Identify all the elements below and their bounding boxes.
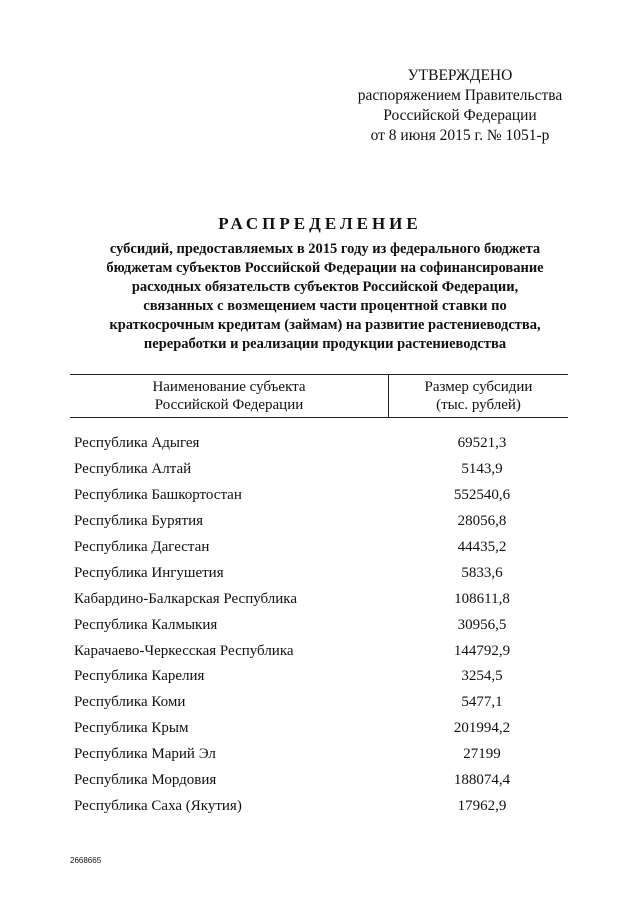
table-row: [70, 535, 568, 561]
subtitle-line: расходных обязательств субъектов Российской Федерации,: [131, 279, 519, 295]
region-name: Карачаево-Черкесская Республика: [74, 642, 294, 659]
document-title: РАСПРЕДЕЛЕНИЕ: [218, 214, 422, 233]
region-name: Республика Коми: [74, 694, 186, 711]
document-subtitle: [60, 240, 590, 354]
subtitle-line: краткосрочным кредитам (займам) на развитие растениеводства,: [109, 317, 541, 333]
table-row: [70, 457, 568, 483]
region-name: Республика Башкортостан: [74, 487, 242, 504]
subsidy-table: [70, 374, 568, 819]
subsidy-amount: 5143,9: [461, 461, 503, 478]
region-name: Кабардино-Балкарская Республика: [74, 590, 298, 607]
subsidy-amount: 201994,2: [453, 720, 511, 737]
subtitle-line: связанных с возмещением части процентной ставки по: [143, 298, 507, 314]
subsidy-amount: 69521,3: [457, 435, 507, 452]
region-name: Республика Ингушетия: [74, 564, 224, 581]
subsidy-amount: 144792,9: [453, 642, 511, 659]
region-name: Республика Марий Эл: [74, 746, 216, 763]
document-number: 2668665: [70, 856, 102, 865]
table-header: [70, 374, 568, 418]
subsidy-amount: 28056,8: [457, 513, 507, 530]
subsidy-amount: 5833,6: [461, 564, 503, 581]
table-row: [70, 638, 568, 664]
subsidy-amount: 108611,8: [454, 590, 510, 607]
approval-line-3: Российской Федерации: [383, 107, 537, 124]
subsidy-amount: 30956,5: [457, 616, 507, 633]
header-region-line-2: Российской Федерации: [154, 397, 304, 413]
table-row: [70, 586, 568, 612]
header-region-name: [70, 375, 389, 417]
subsidy-amount: 5477,1: [461, 694, 503, 711]
subtitle-line: субсидий, предоставляемых в 2015 году из федерального бюджета: [109, 241, 541, 257]
region-name: Республика Бурятия: [74, 513, 204, 530]
region-name: Республика Карелия: [74, 668, 205, 685]
table-body: [70, 431, 568, 819]
subtitle-line: бюджетам субъектов Российской Федерации на софинансирование: [106, 260, 544, 276]
table-row: [70, 612, 568, 638]
table-row: [70, 664, 568, 690]
region-name: Республика Саха (Якутия): [74, 797, 242, 814]
approval-stamp: [330, 66, 590, 146]
subsidy-amount: 44435,2: [457, 539, 507, 555]
approval-line-4: от 8 июня 2015 г. № 1051-р: [370, 127, 550, 144]
table-row: [70, 716, 568, 742]
header-amount-line-2: (тыс. рублей): [436, 397, 521, 413]
region-name: Республика Алтай: [74, 461, 192, 478]
region-name: Республика Крым: [74, 720, 189, 737]
table-row: [70, 690, 568, 716]
region-name: Республика Адыгея: [74, 435, 200, 452]
table-row: [70, 768, 568, 794]
subsidy-amount: 188074,4: [453, 772, 511, 789]
table-row: [70, 742, 568, 768]
table-row: [70, 793, 568, 819]
header-region-line-1: Наименование субъекта: [152, 379, 306, 395]
header-subsidy-amount: [389, 375, 568, 417]
approval-line-2: распоряжением Правительства: [357, 87, 563, 104]
table-row: [70, 483, 568, 509]
subsidy-amount: 3254,5: [461, 668, 503, 685]
subtitle-line: переработки и реализации продукции растениеводства: [143, 336, 507, 352]
region-name: Республика Дагестан: [74, 539, 210, 555]
table-row: [70, 509, 568, 535]
table-row: [70, 431, 568, 457]
table-row: [70, 560, 568, 586]
subsidy-amount: 27199: [463, 746, 501, 763]
subsidy-amount: 17962,9: [457, 797, 507, 814]
approval-line-1: УТВЕРЖДЕНО: [407, 67, 513, 84]
region-name: Республика Калмыкия: [74, 616, 218, 633]
header-amount-line-1: Размер субсидии: [424, 379, 533, 395]
subsidy-amount: 552540,6: [453, 487, 511, 504]
region-name: Республика Мордовия: [74, 772, 217, 789]
